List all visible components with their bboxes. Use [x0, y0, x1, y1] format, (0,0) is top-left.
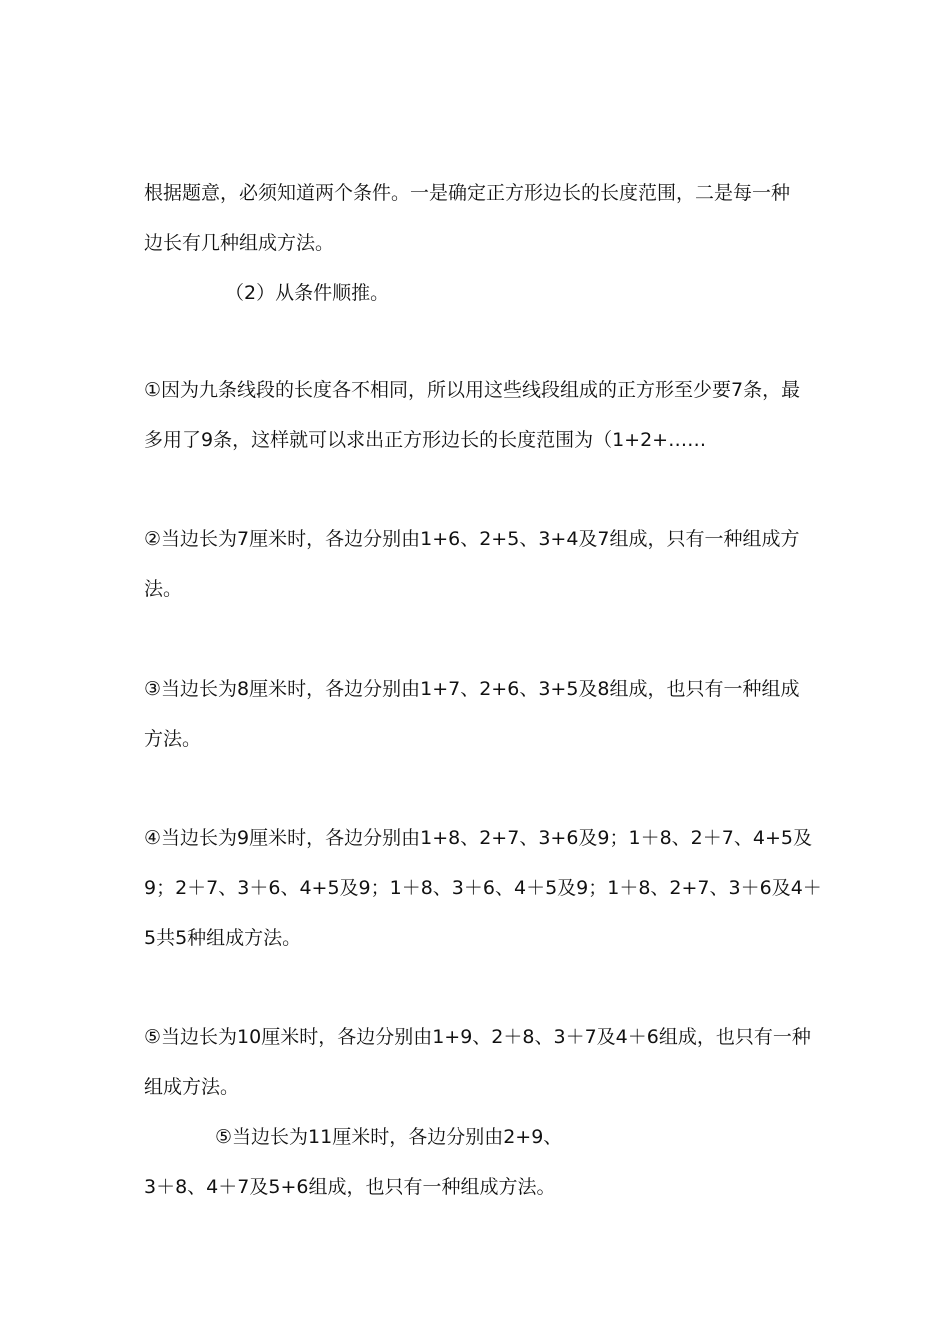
paragraph-line: ⑤当边长为10厘米时，各边分别由1+9、2＋8、3＋7及4＋6组成，也只有一种 — [144, 1026, 811, 1048]
paragraph-line: 3＋8、4＋7及5+6组成，也只有一种组成方法。 — [144, 1176, 556, 1198]
paragraph-line: 组成方法。 — [144, 1076, 240, 1098]
paragraph-line: ①因为九条线段的长度各不相同，所以用这些线段组成的正方形至少要7条，最 — [144, 379, 801, 401]
paragraph-line: ③当边长为8厘米时，各边分别由1+7、2+6、3+5及8组成，也只有一种组成 — [144, 678, 800, 700]
paragraph-line: 法。 — [144, 578, 183, 600]
paragraph-line: 9；2＋7、3＋6、4+5及9；1＋8、3＋6、4＋5及9；1＋8、2+7、3＋6及4＋ — [144, 877, 822, 899]
paragraph-line: 5共5种组成方法。 — [144, 927, 302, 949]
paragraph-line: 根据题意，必须知道两个条件。一是确定正方形边长的长度范围，二是每一种 — [144, 182, 791, 204]
paragraph-line: 方法。 — [144, 728, 202, 750]
paragraph-line: ②当边长为7厘米时，各边分别由1+6、2+5、3+4及7组成，只有一种组成方 — [144, 528, 800, 550]
paragraph-line: 多用了9条，这样就可以求出正方形边长的长度范围为（1+2+…… — [144, 429, 707, 451]
paragraph-line: ⑤当边长为11厘米时，各边分别由2+9、 — [215, 1126, 563, 1148]
paragraph-line: 边长有几种组成方法。 — [144, 232, 335, 254]
section-heading: （2）从条件顺推。 — [225, 282, 390, 304]
paragraph-line: ④当边长为9厘米时，各边分别由1+8、2+7、3+6及9；1＋8、2＋7、4+5及 — [144, 827, 812, 849]
